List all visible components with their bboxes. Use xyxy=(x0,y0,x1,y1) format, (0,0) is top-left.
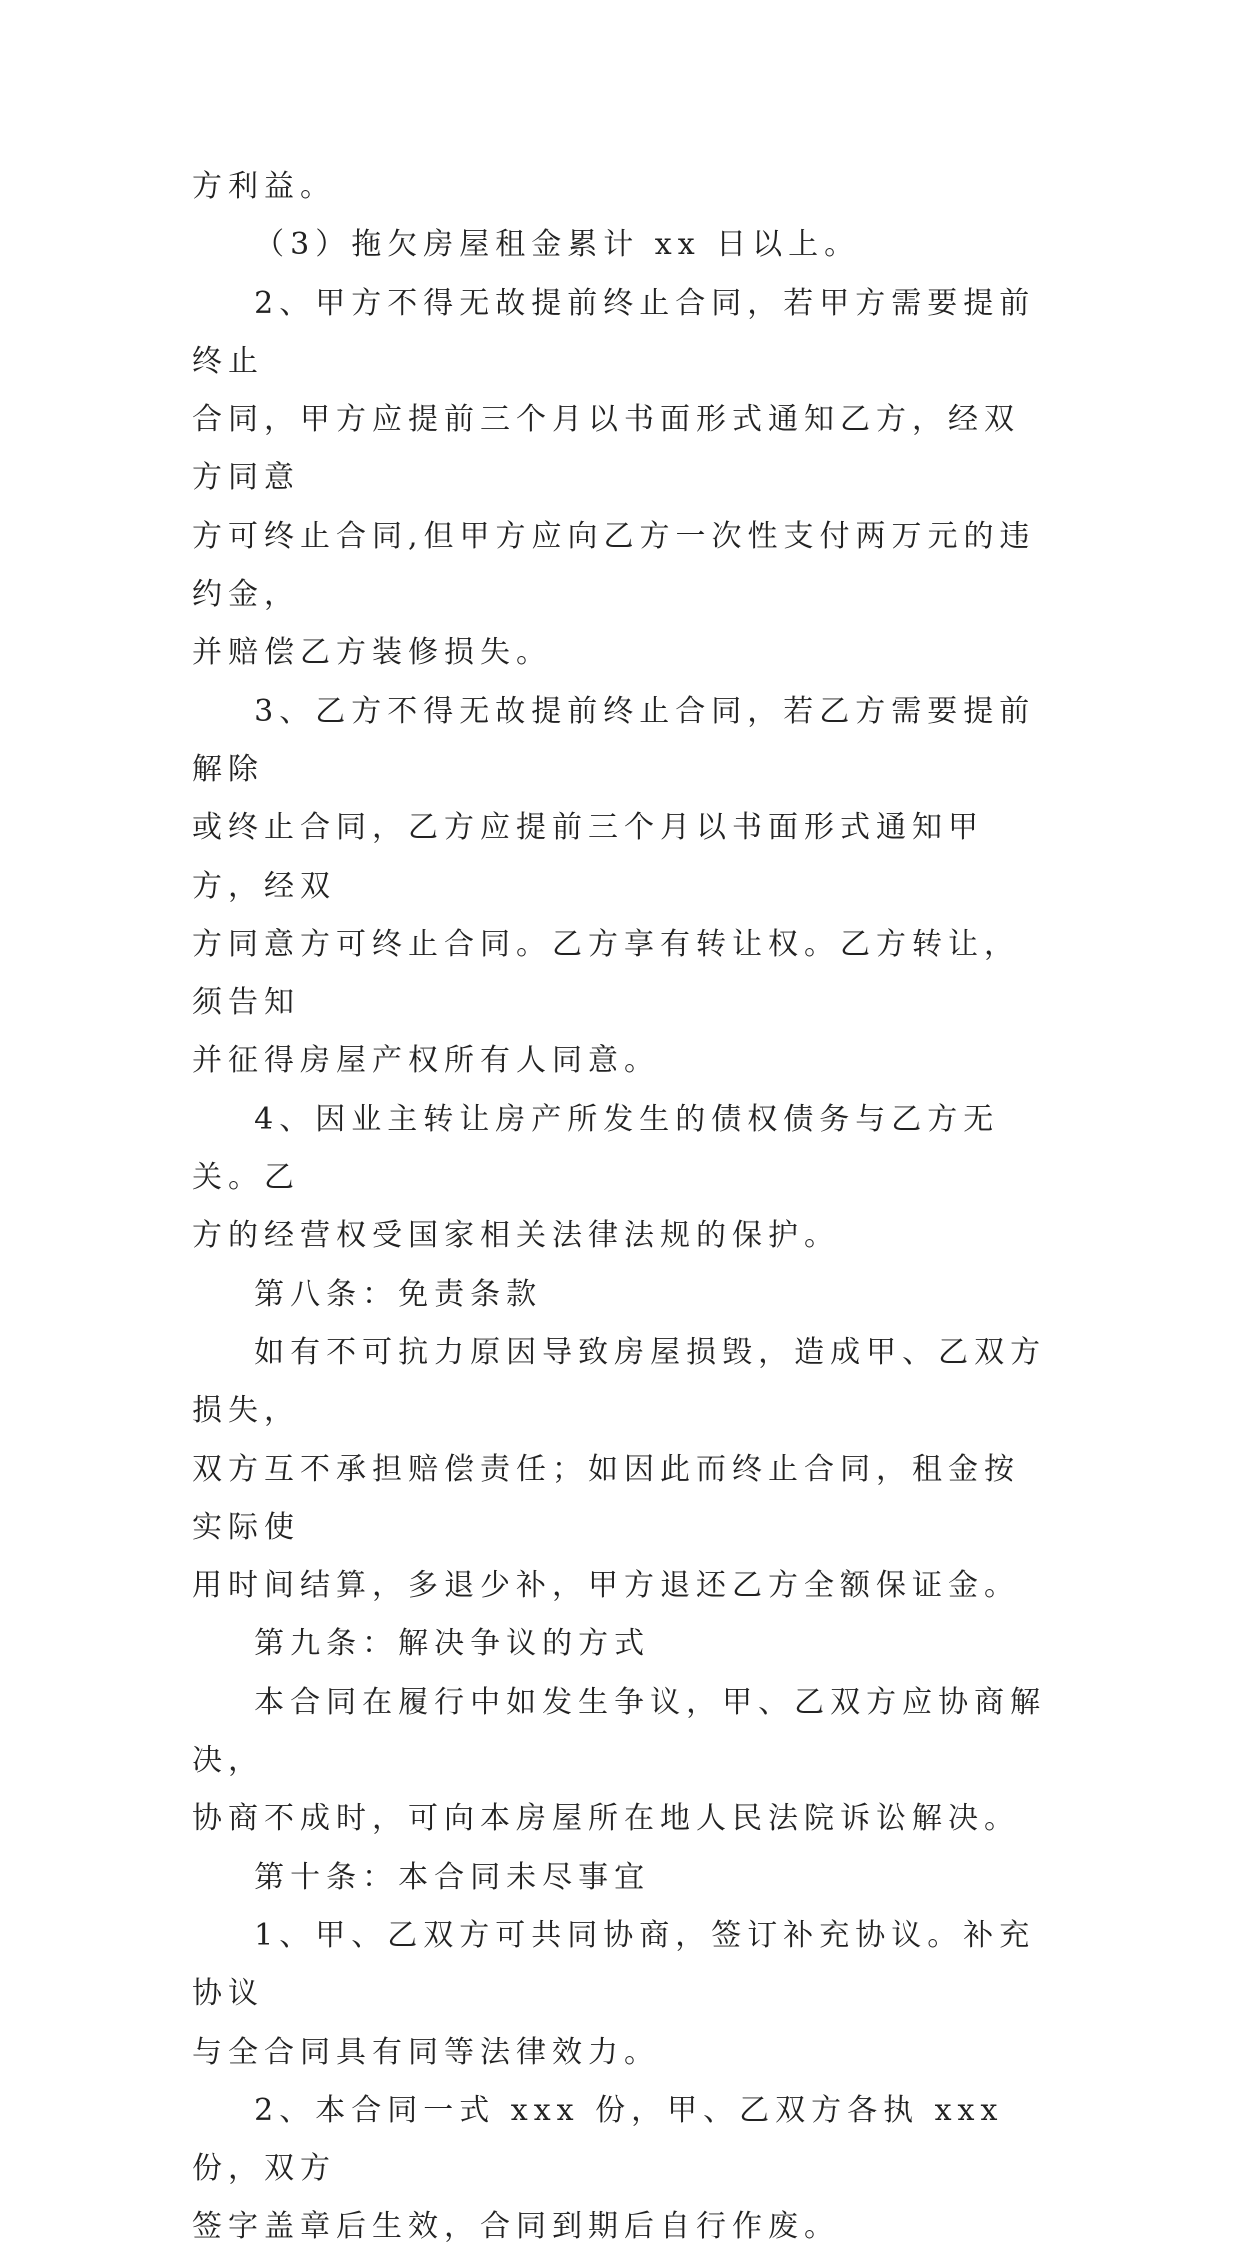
text-line: 3、乙方不得无故提前终止合同，若乙方需要提前解除 xyxy=(192,693,1036,787)
text-line: 方的经营权受国家相关法律法规的保护。 xyxy=(192,1218,840,1254)
text-line: 签字盖章后生效，合同到期后自行作废。 xyxy=(192,2209,840,2245)
text-line: 双方互不承担赔偿责任；如因此而终止合同，租金按实际使 xyxy=(192,1451,1020,1545)
document-body xyxy=(192,158,1052,2257)
section-heading: 第八条：免责条款 xyxy=(192,1276,543,1312)
text-line: 本合同在履行中如发生争议，甲、乙双方应协商解决， xyxy=(192,1684,1047,1779)
text-line: 方同意方可终止合同。乙方享有转让权。乙方转让，须告知 xyxy=(192,926,1020,1021)
text-line: （3）拖欠房屋租金累计 xx 日以上。 xyxy=(192,227,861,263)
text-line: 如有不可抗力原因导致房屋损毁，造成甲、乙双方损失， xyxy=(192,1334,1047,1429)
text-line: 或终止合同，乙方应提前三个月以书面形式通知甲方，经双 xyxy=(192,810,984,904)
text-line: 方利益。 xyxy=(192,169,336,204)
text-line: 4、因业主转让房产所发生的债权债务与乙方无关。乙 xyxy=(192,1101,1000,1196)
text-line: 并征得房屋产权所有人同意。 xyxy=(192,1043,660,1079)
text-line: 协商不成时，可向本房屋所在地人民法院诉讼解决。 xyxy=(192,1801,1020,1837)
text-line: 方可终止合同,但甲方应向乙方一次性支付两万元的违约金， xyxy=(192,518,1036,613)
text-line: 2、本合同一式 xxx 份，甲、乙双方各执 xxx 份，双方 xyxy=(192,2092,1019,2187)
text-line: 2、甲方不得无故提前终止合同，若甲方需要提前终止 xyxy=(192,285,1036,379)
text-line: 合同，甲方应提前三个月以书面形式通知乙方，经双方同意 xyxy=(192,402,1020,496)
text-line: 并赔偿乙方装修损失。 xyxy=(192,635,552,671)
text-line: 1、甲、乙双方可共同协商，签订补充协议。补充协议 xyxy=(192,1917,1036,2012)
text-line: 与全合同具有同等法律效力。 xyxy=(192,2034,660,2070)
text-line: 用时间结算，多退少补，甲方退还乙方全额保证金。 xyxy=(192,1568,1020,1604)
section-heading: 第十条：本合同未尽事宜 xyxy=(192,1859,651,1895)
section-heading: 第九条：解决争议的方式 xyxy=(192,1626,651,1662)
